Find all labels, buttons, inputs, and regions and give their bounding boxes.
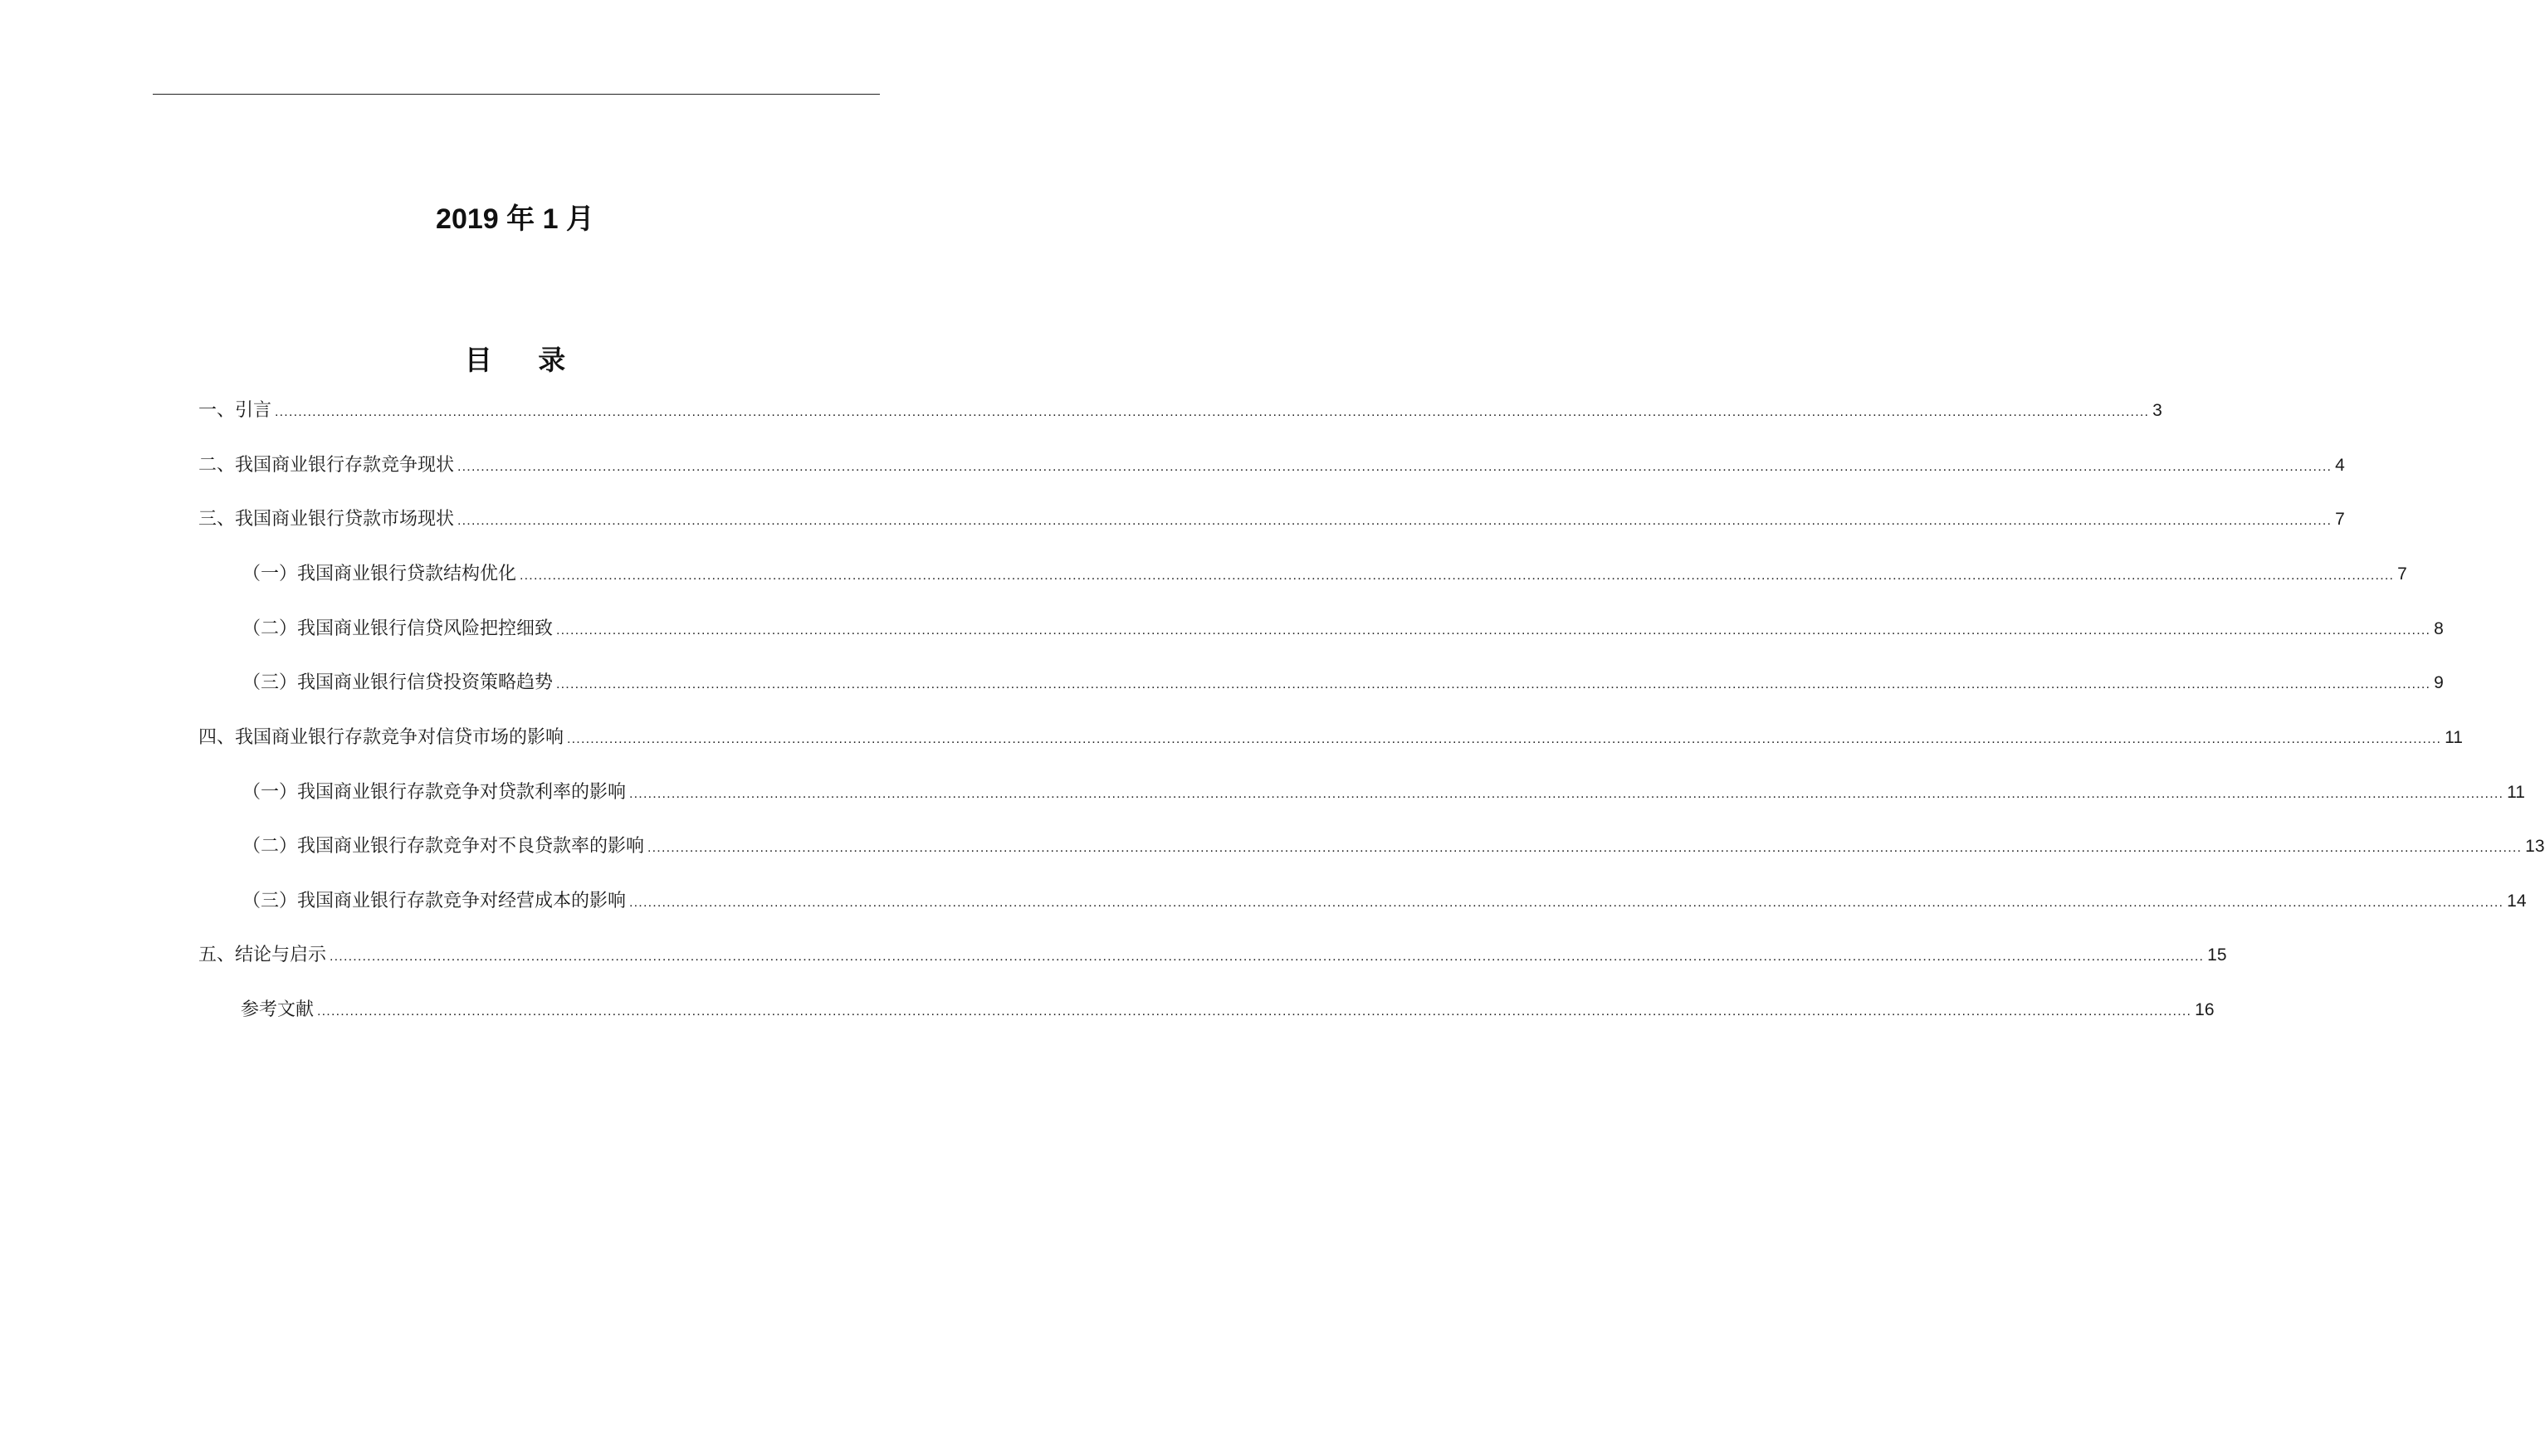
toc-entry-deposit-competition[interactable] [198, 450, 2345, 478]
toc-entry-credit-strategy[interactable] [242, 667, 2444, 696]
dot-leader: ................................................................................................................................................................................................................................................................................................................................................................................................................ [520, 569, 2395, 583]
toc-entry-page: 7 [2397, 564, 2407, 584]
toc-entry-label: 参考文献 [241, 999, 315, 1020]
toc-entry-page: 8 [2434, 619, 2444, 638]
toc-entry-label: 五、结论与启示 [198, 945, 327, 965]
toc-title: 目 录 [464, 344, 584, 376]
dot-leader: ................................................................................................................................................................................................................................................................................................................................................................................................................ [457, 514, 2333, 528]
toc-entry-page: 9 [2434, 673, 2444, 692]
document-date: 2019 年 1 月 [436, 203, 594, 235]
toc-entry-introduction[interactable] [198, 395, 2162, 423]
dot-leader: ................................................................................................................................................................................................................................................................................................................................................................................................................ [629, 787, 2504, 801]
dot-leader: ................................................................................................................................................................................................................................................................................................................................................................................................................ [567, 732, 2442, 746]
toc-entry-page: 14 [2507, 892, 2527, 911]
toc-entry-impact[interactable] [198, 722, 2463, 750]
toc-entry-label: （三）我国商业银行存款竞争对经营成本的影响 [242, 891, 627, 911]
toc-entry-operating-cost[interactable] [242, 886, 2527, 914]
toc-entry-conclusion[interactable] [198, 940, 2227, 968]
dot-leader: ................................................................................................................................................................................................................................................................................................................................................................................................................ [556, 623, 2431, 638]
toc-entry-page: 16 [2195, 1000, 2215, 1019]
toc-entry-page: 11 [2445, 728, 2463, 747]
toc-entry-credit-risk[interactable] [242, 613, 2444, 642]
dot-leader: ................................................................................................................................................................................................................................................................................................................................................................................................................ [647, 841, 2523, 855]
toc-entry-label: （三）我国商业银行信贷投资策略趋势 [242, 672, 554, 693]
header-rule [153, 94, 880, 95]
toc-entry-label: （一）我国商业银行存款竞争对贷款利率的影响 [242, 782, 627, 803]
toc-entry-label: （二）我国商业银行存款竞争对不良贷款率的影响 [242, 836, 645, 857]
toc-entry-page: 7 [2335, 510, 2345, 529]
toc-entry-page: 4 [2335, 456, 2345, 475]
toc-entry-loan-structure[interactable] [242, 559, 2407, 587]
toc-entry-label: （一）我国商业银行贷款结构优化 [242, 564, 517, 584]
toc-entry-npl-ratio[interactable] [242, 831, 2545, 859]
toc-entry-interest-rate[interactable] [242, 777, 2525, 805]
toc-entry-label: 四、我国商业银行存款竞争对信贷市场的影响 [198, 727, 564, 748]
toc-entry-loan-market[interactable] [198, 504, 2345, 532]
dot-leader: ................................................................................................................................................................................................................................................................................................................................................................................................................ [275, 405, 2150, 419]
dot-leader: ................................................................................................................................................................................................................................................................................................................................................................................................................ [556, 677, 2431, 691]
toc-entry-references[interactable] [241, 994, 2215, 1023]
dot-leader: ................................................................................................................................................................................................................................................................................................................................................................................................................ [457, 460, 2333, 474]
toc-entry-label: 一、引言 [198, 400, 272, 421]
toc-entry-page: 3 [2152, 401, 2162, 420]
toc-entry-page: 11 [2507, 783, 2525, 802]
dot-leader: ................................................................................................................................................................................................................................................................................................................................................................................................................ [330, 950, 2205, 964]
toc-entry-page: 15 [2207, 945, 2227, 965]
toc-entry-label: 二、我国商业银行存款竞争现状 [198, 455, 455, 476]
toc-entry-label: （二）我国商业银行信贷风险把控细致 [242, 618, 554, 639]
dot-leader: ................................................................................................................................................................................................................................................................................................................................................................................................................ [629, 896, 2504, 910]
toc-entry-label: 三、我国商业银行贷款市场现状 [198, 509, 455, 530]
toc-entry-page: 13 [2525, 837, 2545, 856]
dot-leader: ................................................................................................................................................................................................................................................................................................................................................................................................................ [317, 1004, 2192, 1019]
